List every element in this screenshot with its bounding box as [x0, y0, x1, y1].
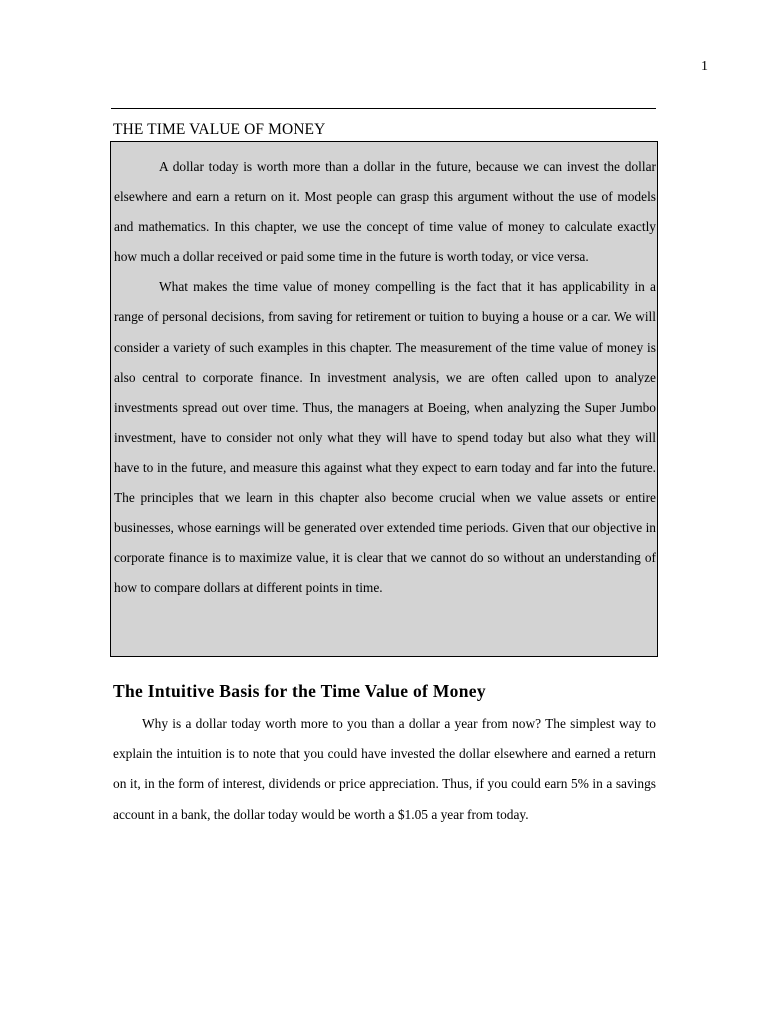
chapter-title: THE TIME VALUE OF MONEY — [113, 121, 326, 138]
intro-paragraph-1: A dollar today is worth more than a dollar in the future, because we can invest the dollar elsewhere and earn a return on it. Most people can grasp this argument without the use of models and mathematics. In this chapter, we use the concept of time value of money to calculate exactly how much a dollar received or paid some time in the future is worth today, or vice versa. — [114, 159, 656, 265]
header-rule — [111, 108, 656, 109]
intro-paragraph-2: What makes the time value of money compelling is the fact that it has applicability in a range of personal decisions, from saving for retirement or tuition to buying a house or a car. We will consider a variety of such examples in this chapter. The measurement of the time value of money is also central to corporate finance. In investment analysis, we are often called upon to analyze investments spread out over time. Thus, the managers at Boeing, when analyzing the Super Jumbo investment, have to consider not only what they will have to spend today but also what they will have to in the future, and measure this against what they expect to earn today and far into the future. The principles that we learn in this chapter also become crucial when we value assets or entire businesses, whose earnings will be generated over extended time periods. Given that our objective in corporate finance is to maximize value, it is clear that we cannot do so without an understanding of how to compare dollars at different points in time. — [114, 279, 656, 596]
page-number: 1 — [701, 59, 708, 74]
section-heading: The Intuitive Basis for the Time Value of Money — [113, 681, 486, 701]
chapter-intro-box — [110, 141, 658, 657]
body-paragraph: Why is a dollar today worth more to you than a dollar a year from now? The simplest way to explain the intuition is to note that you could have invested the dollar elsewhere and earned a return on it, in the form of interest, dividends or price appreciation. Thus, if you could earn 5% in a savings account in a bank, the dollar today would be worth a $1.05 a year from today. — [113, 716, 656, 822]
